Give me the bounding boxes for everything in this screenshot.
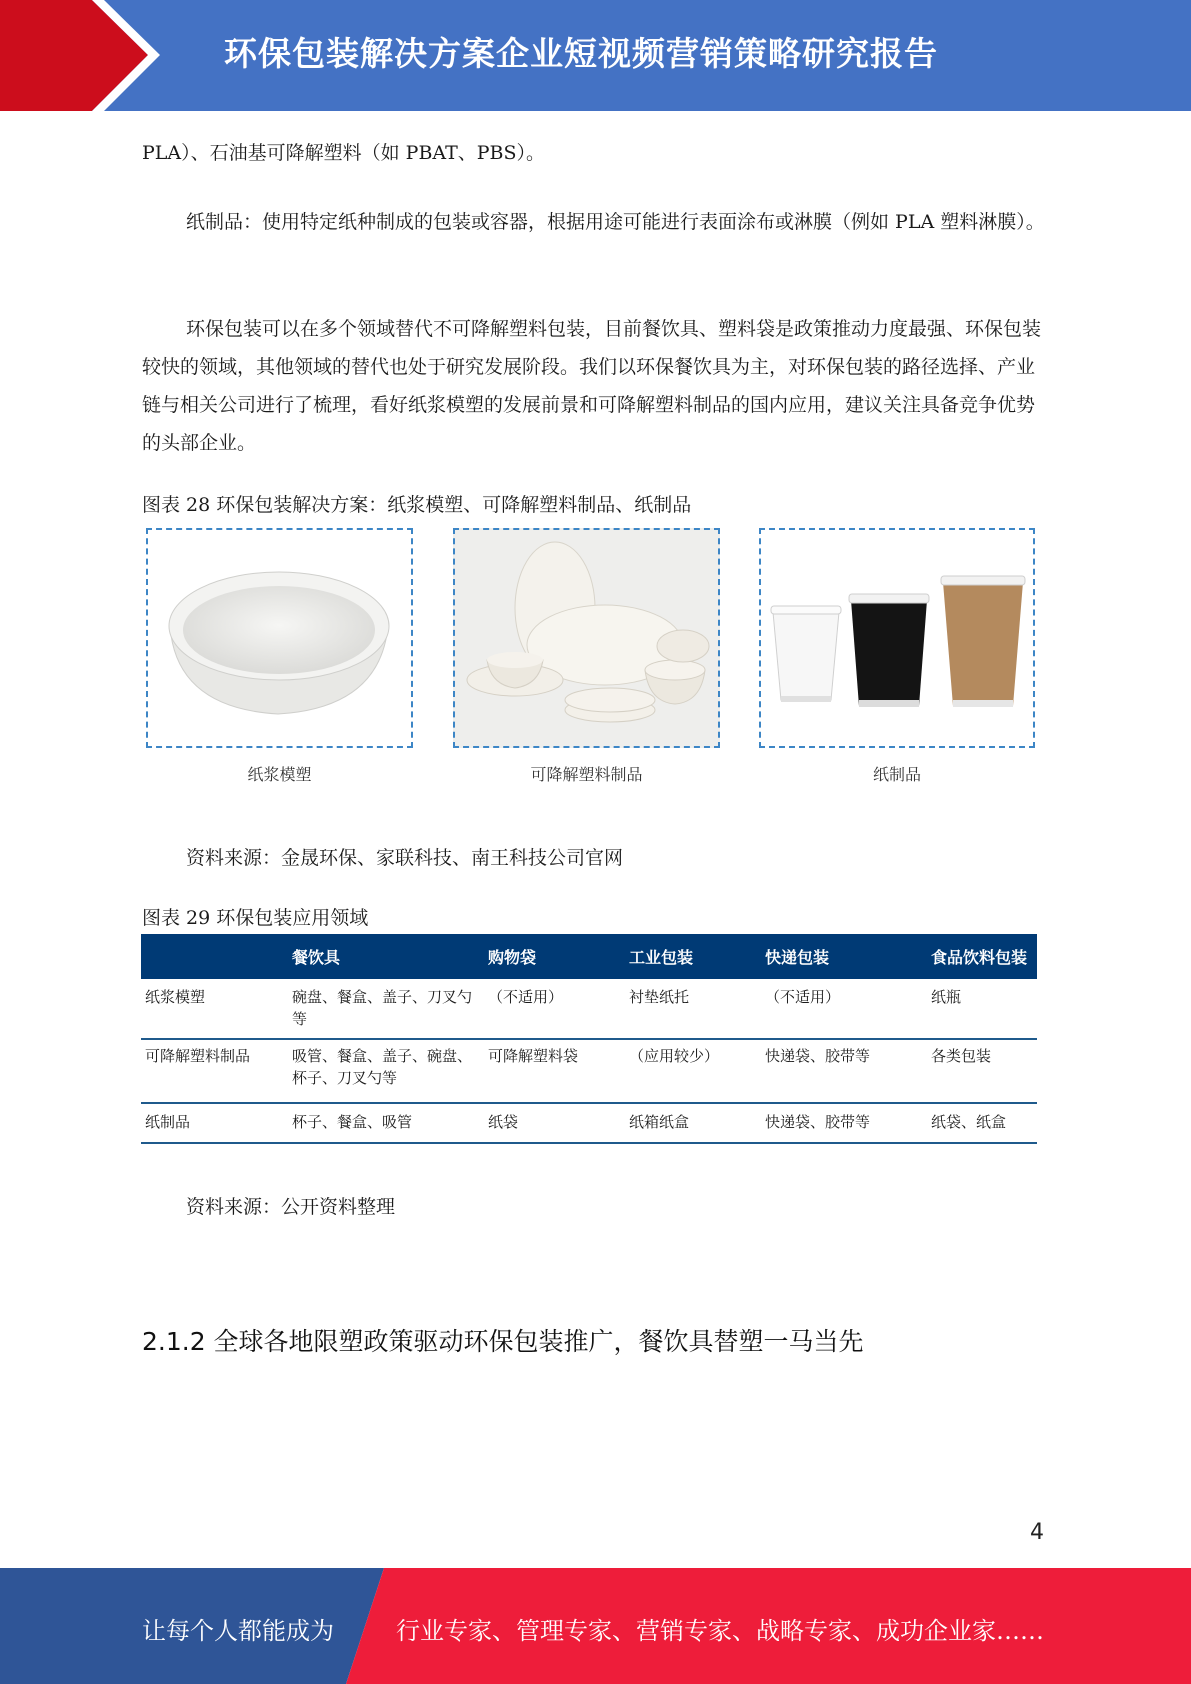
table-cell: 纸瓶 <box>931 988 962 1006</box>
figure-label-degradable: 可降解塑料制品 <box>530 765 643 784</box>
col-header-shopping-bag: 购物袋 <box>488 948 537 967</box>
table-cell: 纸袋 <box>488 1113 519 1131</box>
page-header <box>0 0 1191 111</box>
table-cell: 纸袋、纸盒 <box>931 1113 1007 1131</box>
table-cell: 碗盘、餐盒、盖子、刀叉勺等 <box>292 988 473 1028</box>
table-row-divider <box>141 1038 1037 1040</box>
col-header-express: 快递包装 <box>765 948 830 967</box>
figure-28-caption: 图表 28 环保包装解决方案：纸浆模塑、可降解塑料制品、纸制品 <box>142 494 692 516</box>
degradable-tableware-image <box>453 528 720 748</box>
table-cell: 衬垫纸托 <box>629 988 690 1006</box>
figure-29-source: 资料来源：公开资料整理 <box>186 1196 396 1218</box>
table-header-row <box>141 934 1037 979</box>
table-cell: 纸制品 <box>145 1113 191 1131</box>
table-cell: 快递袋、胶带等 <box>765 1113 871 1131</box>
table-cell: 快递袋、胶带等 <box>765 1047 871 1065</box>
table-cell: 可降解塑料制品 <box>145 1047 251 1065</box>
paragraph-paper-products: 纸制品：使用特定纸种制成的包装或容器，根据用途可能进行表面涂布或淋膜（例如 PLA 塑料淋膜）。 <box>186 211 1045 233</box>
table-cell: 纸浆模塑 <box>145 988 206 1006</box>
figure-29-caption: 图表 29 环保包装应用领域 <box>142 907 369 929</box>
table-cell: 纸箱纸盒 <box>629 1113 690 1131</box>
table-cell: （应用较少） <box>629 1047 720 1065</box>
page-number: 4 <box>1030 1520 1044 1545</box>
paragraph-summary: 环保包装可以在多个领域替代不可降解塑料包装，目前餐饮具、塑料袋是政策推动力度最强、环保包装较快的领域，其他领域的替代也处于研究发展阶段。我们以环保餐饮具为主，对环保包装的路径选择、产业链与相关公司进行了梳理，看好纸浆模塑的发展前景和可降解塑料制品的国内应用，建议关注具备竞争优势的头部企业。 <box>142 318 1042 454</box>
col-header-food-beverage: 食品饮料包装 <box>931 948 1028 967</box>
table-row-divider <box>141 1102 1037 1104</box>
table-cell: 吸管、餐盒、盖子、碗盘、杯子、刀叉勺等 <box>292 1047 473 1087</box>
page-footer <box>0 1568 1191 1684</box>
paper-cups-image <box>759 528 1035 748</box>
col-header-tableware: 餐饮具 <box>292 948 341 967</box>
table-cell: 杯子、餐盒、吸管 <box>292 1113 413 1131</box>
paragraph-continuation: PLA）、石油基可降解塑料（如 PBAT、PBS）。 <box>142 142 546 164</box>
figure-label-pulp: 纸浆模塑 <box>247 765 312 784</box>
table-cell: （不适用） <box>488 988 564 1006</box>
table-cell: 可降解塑料袋 <box>488 1047 579 1065</box>
section-heading: 2.1.2 全球各地限塑政策驱动环保包装推广，餐饮具替塑一马当先 <box>142 1327 864 1356</box>
pulp-molded-bowl-image <box>146 528 413 748</box>
table-cell: （不适用） <box>765 988 841 1006</box>
col-header-industrial: 工业包装 <box>629 948 694 967</box>
table-bottom-rule <box>141 1142 1037 1144</box>
footer-slogan-right: 行业专家、管理专家、营销专家、战略专家、成功企业家…… <box>396 1617 1044 1645</box>
report-title: 环保包装解决方案企业短视频营销策略研究报告 <box>224 34 938 73</box>
footer-slogan-left: 让每个人都能成为 <box>142 1617 334 1645</box>
figure-label-paper: 纸制品 <box>872 765 921 784</box>
table-cell: 各类包装 <box>931 1047 992 1065</box>
figure-28-source: 资料来源：金晟环保、家联科技、南王科技公司官网 <box>186 847 624 869</box>
